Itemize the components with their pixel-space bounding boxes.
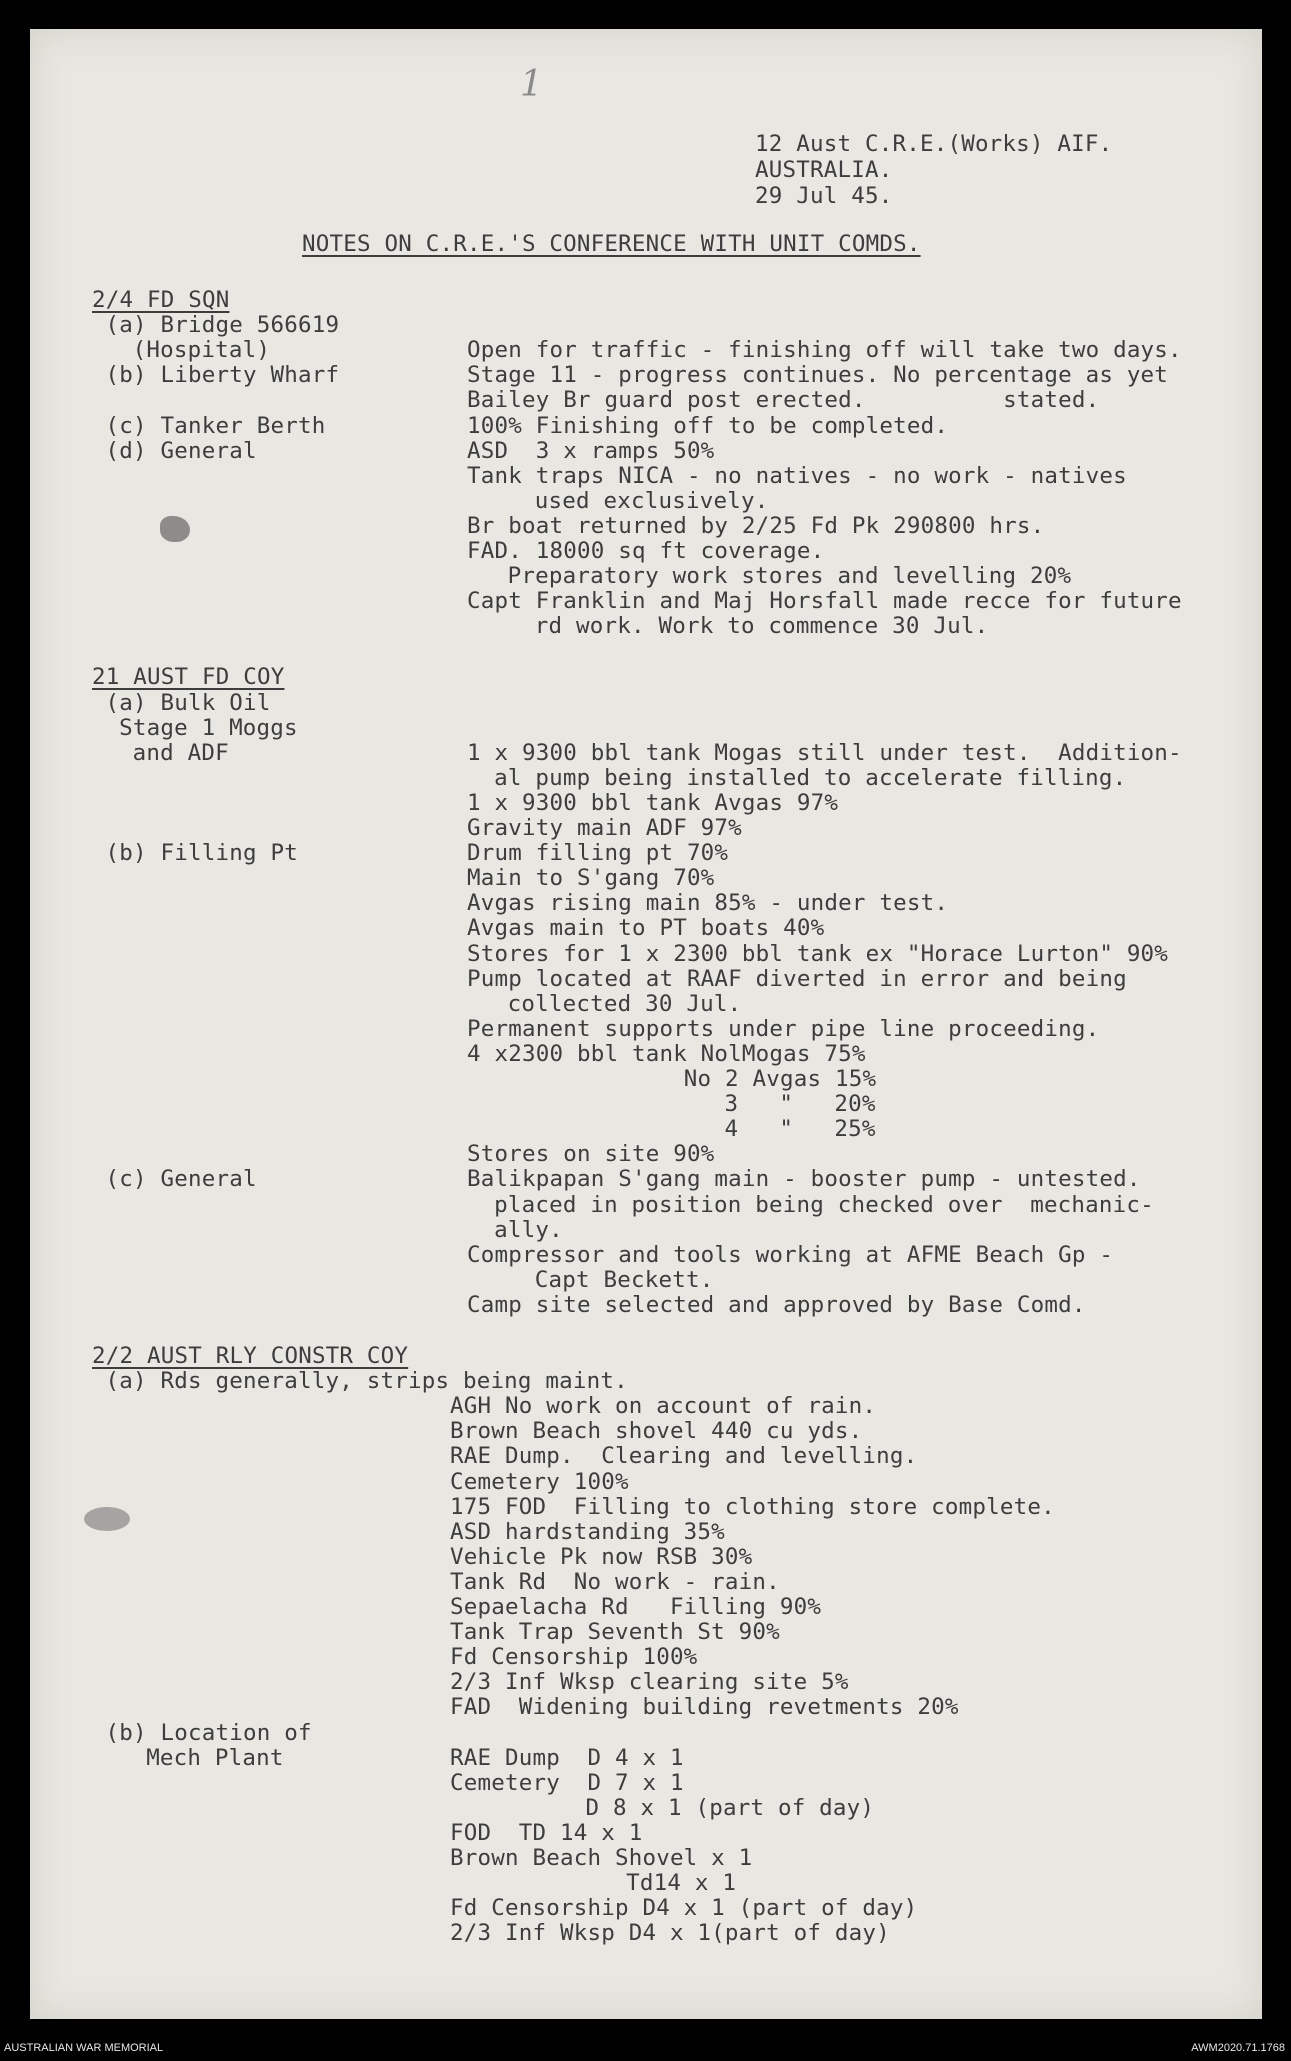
item-note: Stage 11 - progress continues. No percentage as yet bbox=[467, 362, 1169, 389]
item-note: Open for traffic - finishing off will take two days. bbox=[467, 337, 1182, 364]
item-note: placed in position being checked over mechanic- bbox=[494, 1191, 1154, 1218]
item-note: Tank Rd No work - rain. bbox=[450, 1568, 780, 1595]
item-note: Stores for 1 x 2300 bbl tank ex "Horace Lurton" 90% bbox=[467, 940, 1169, 967]
heading: 2/4 FD SQN bbox=[92, 287, 230, 313]
item-label: (c) General bbox=[105, 1166, 257, 1193]
item-note: Cemetery D 7 x 1 bbox=[450, 1769, 684, 1796]
item-note: RAE Dump D 4 x 1 bbox=[450, 1744, 684, 1771]
item-label: (d) General bbox=[105, 437, 257, 464]
item-note: Sepaelacha Rd Filling 90% bbox=[450, 1594, 822, 1620]
item-label: (b) Liberty Wharf bbox=[105, 362, 340, 389]
item-note: No 2 Avgas 15% bbox=[683, 1066, 877, 1092]
item-note: 3 " 20% bbox=[724, 1091, 876, 1118]
item-note: 4 " 25% bbox=[724, 1116, 876, 1143]
footer-left: AUSTRALIAN WAR MEMORIAL bbox=[4, 2042, 164, 2054]
item-note: al pump being installed to accelerate filling. bbox=[494, 764, 1127, 791]
item-note: 4 x2300 bbl tank NolMogas 75% bbox=[467, 1040, 866, 1067]
item-note: Td14 x 1 bbox=[626, 1870, 737, 1897]
item-note: Br boat returned by 2/25 Fd Pk 290800 hrs. bbox=[467, 512, 1045, 539]
item-note: Avgas rising main 85% - under test. bbox=[467, 890, 949, 917]
item-note: 2/3 Inf Wksp D4 x 1(part of day) bbox=[450, 1920, 890, 1947]
item-note: Capt Beckett. bbox=[534, 1266, 714, 1293]
item-note: Tank traps NICA - no natives - no work - natives bbox=[467, 462, 1127, 489]
pencil-mark: 1 bbox=[520, 64, 543, 105]
item-note: Stores on site 90% bbox=[467, 1141, 715, 1168]
item-note: Gravity main ADF 97% bbox=[467, 815, 742, 841]
unit-line: 12 Aust C.R.E.(Works) AIF. bbox=[755, 131, 1113, 157]
item-note: D 8 x 1 (part of day) bbox=[585, 1794, 875, 1821]
item-note: FAD. 18000 sq ft coverage. bbox=[467, 538, 825, 564]
item-note: Drum filling pt 70% bbox=[467, 840, 729, 867]
item-note: Bailey Br guard post erected. stated. bbox=[467, 387, 1100, 414]
location-line: AUSTRALIA. bbox=[755, 157, 893, 183]
item-note: Permanent supports under pipe line proceeding. bbox=[467, 1015, 1100, 1042]
item-note: used exclusively. bbox=[534, 487, 769, 514]
item-note: Preparatory work stores and levelling 20% bbox=[507, 563, 1072, 590]
item-note: FOD TD 14 x 1 bbox=[450, 1819, 643, 1846]
heading: 21 AUST FD COY bbox=[92, 664, 285, 691]
item-note: Fd Censorship D4 x 1 (part of day) bbox=[450, 1895, 918, 1922]
item-note: Tank Trap Seventh St 90% bbox=[450, 1619, 780, 1646]
item-note: rd work. Work to commence 30 Jul. bbox=[534, 613, 989, 640]
item-note: Balikpapan S'gang main - booster pump - untested. bbox=[467, 1166, 1141, 1193]
item-note: Vehicle Pk now RSB 30% bbox=[450, 1543, 753, 1570]
item-note: Brown Beach Shovel x 1 bbox=[450, 1845, 753, 1871]
item-label: (c) Tanker Berth bbox=[105, 412, 326, 439]
item-note: Brown Beach shovel 440 cu yds. bbox=[450, 1418, 863, 1445]
item-note: 175 FOD Filling to clothing store complete. bbox=[450, 1493, 1055, 1520]
item-note: 100% Finishing off to be completed. bbox=[467, 412, 949, 439]
item-note: FAD Widening building revetments 20% bbox=[450, 1694, 959, 1721]
item-note: 2/3 Inf Wksp clearing site 5% bbox=[450, 1669, 849, 1696]
page-title: NOTES ON C.R.E.'S CONFERENCE WITH UNIT COMDS. bbox=[302, 231, 921, 257]
item-label: (a) Rds generally, strips being maint. bbox=[105, 1368, 628, 1395]
ink-smudge bbox=[84, 1507, 130, 1531]
item-note: Avgas main to PT boats 40% bbox=[467, 915, 825, 942]
heading: 2/2 AUST RLY CONSTR COY bbox=[92, 1343, 409, 1369]
item-note: 1 x 9300 bbl tank Avgas 97% bbox=[467, 789, 839, 816]
item-note: ASD 3 x ramps 50% bbox=[467, 437, 715, 464]
item-note: ally. bbox=[494, 1216, 563, 1243]
item-note: Cemetery 100% bbox=[450, 1468, 629, 1495]
item-note: Compressor and tools working at AFME Beach Gp - bbox=[467, 1241, 1114, 1268]
item-note: Pump located at RAAF diverted in error and being bbox=[467, 965, 1127, 992]
ink-smudge bbox=[160, 516, 190, 542]
item-label: Stage 1 Moggs bbox=[119, 714, 298, 741]
item-label: (a) Bridge 566619 bbox=[105, 312, 340, 339]
item-note: Camp site selected and approved by Base Comd. bbox=[467, 1291, 1086, 1318]
item-label: (a) Bulk Oil bbox=[105, 689, 271, 716]
item-label: Mech Plant bbox=[146, 1744, 284, 1771]
item-label: (Hospital) bbox=[132, 337, 271, 364]
item-note: RAE Dump. Clearing and levelling. bbox=[450, 1443, 918, 1470]
item-note: Capt Franklin and Maj Horsfall made recce for future bbox=[467, 588, 1182, 615]
item-note: collected 30 Jul. bbox=[507, 990, 742, 1017]
item-note: AGH No work on account of rain. bbox=[450, 1393, 877, 1420]
date-line: 29 Jul 45. bbox=[755, 183, 893, 209]
document-page bbox=[30, 29, 1262, 2019]
item-note: ASD hardstanding 35% bbox=[450, 1518, 725, 1545]
item-note: Fd Censorship 100% bbox=[450, 1644, 698, 1671]
item-label: and ADF bbox=[132, 739, 229, 766]
item-note: 1 x 9300 bbl tank Mogas still under test. Addition- bbox=[467, 739, 1182, 766]
item-label: (b) Location of bbox=[105, 1719, 312, 1746]
item-label: (b) Filling Pt bbox=[105, 840, 298, 867]
item-note: Main to S'gang 70% bbox=[467, 865, 715, 892]
footer-right: AWM2020.71.1768 bbox=[1191, 2042, 1285, 2054]
